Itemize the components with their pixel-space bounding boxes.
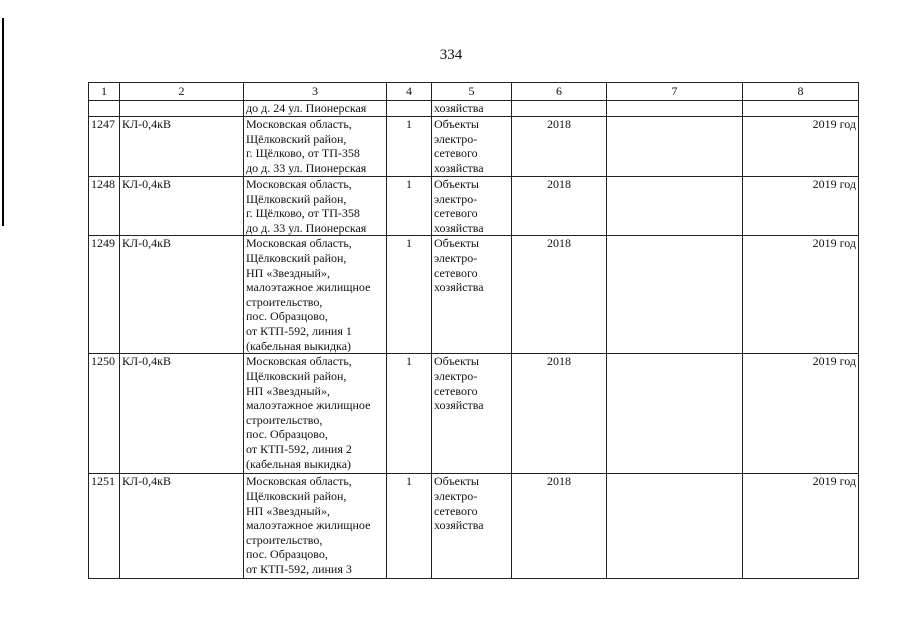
row-number: 1249 [89, 236, 120, 354]
object-year [512, 101, 607, 117]
object-kind: Объекты электро- сетевого хозяйства [432, 117, 512, 177]
plan-year: 2019 год [743, 117, 859, 177]
header-row [89, 83, 859, 101]
object-quantity: 1 [387, 236, 432, 354]
table-row [89, 236, 859, 354]
object-year: 2018 [512, 117, 607, 177]
object-address: Московская область, Щёлковский район, г. Щёлково, от ТП-358 до д. 33 ул. Пионерская [244, 177, 387, 236]
table-row [89, 117, 859, 177]
object-kind: Объекты электро- сетевого хозяйства [432, 236, 512, 354]
object-address: Московская область, Щёлковский район, г. Щёлково, от ТП-358 до д. 33 ул. Пионерская [244, 117, 387, 177]
page-number: 334 [439, 47, 463, 63]
column-7-cell [607, 474, 743, 579]
object-name: КЛ-0,4кВ [120, 177, 244, 236]
plan-year: 2019 год [743, 354, 859, 474]
registry-table [88, 82, 859, 579]
object-address: до д. 24 ул. Пионерская [244, 101, 387, 117]
column-7-cell [607, 177, 743, 236]
table-row [89, 354, 859, 474]
row-number: 1251 [89, 474, 120, 579]
object-name: КЛ-0,4кВ [120, 236, 244, 354]
header-cell: 1 [89, 83, 120, 101]
header-cell: 4 [387, 83, 432, 101]
object-name [120, 101, 244, 117]
object-address: Московская область, Щёлковский район, НП «Звездный», малоэтажное жилищное строительство, пос. Образцово, от КТП-592, линия 2 (кабельная выкидка) [244, 354, 387, 474]
column-7-cell [607, 236, 743, 354]
row-number: 1250 [89, 354, 120, 474]
object-year: 2018 [512, 177, 607, 236]
object-year: 2018 [512, 474, 607, 579]
header-cell: 2 [120, 83, 244, 101]
object-quantity: 1 [387, 117, 432, 177]
object-quantity [387, 101, 432, 117]
column-7-cell [607, 354, 743, 474]
header-cell: 8 [743, 83, 859, 101]
object-year: 2018 [512, 236, 607, 354]
header-cell: 3 [244, 83, 387, 101]
plan-year: 2019 год [743, 474, 859, 579]
plan-year: 2019 год [743, 177, 859, 236]
object-kind: хозяйства [432, 101, 512, 117]
object-quantity: 1 [387, 354, 432, 474]
plan-year [743, 101, 859, 117]
header-cell: 7 [607, 83, 743, 101]
continuation-row [89, 101, 859, 117]
object-kind: Объекты электро- сетевого хозяйства [432, 474, 512, 579]
column-7-cell [607, 117, 743, 177]
row-number [89, 101, 120, 117]
object-kind: Объекты электро- сетевого хозяйства [432, 354, 512, 474]
header-cell: 5 [432, 83, 512, 101]
object-kind: Объекты электро- сетевого хозяйства [432, 177, 512, 236]
table-row [89, 177, 859, 236]
object-name: КЛ-0,4кВ [120, 354, 244, 474]
row-number: 1247 [89, 117, 120, 177]
object-address: Московская область, Щёлковский район, НП «Звездный», малоэтажное жилищное строительство, пос. Образцово, от КТП-592, линия 3 [244, 474, 387, 579]
row-number: 1248 [89, 177, 120, 236]
plan-year: 2019 год [743, 236, 859, 354]
object-quantity: 1 [387, 177, 432, 236]
object-name: КЛ-0,4кВ [120, 474, 244, 579]
object-address: Московская область, Щёлковский район, НП «Звездный», малоэтажное жилищное строительство, пос. Образцово, от КТП-592, линия 1 (кабельная выкидка) [244, 236, 387, 354]
object-name: КЛ-0,4кВ [120, 117, 244, 177]
object-year: 2018 [512, 354, 607, 474]
object-quantity: 1 [387, 474, 432, 579]
header-cell: 6 [512, 83, 607, 101]
column-7-cell [607, 101, 743, 117]
table-row [89, 474, 859, 579]
